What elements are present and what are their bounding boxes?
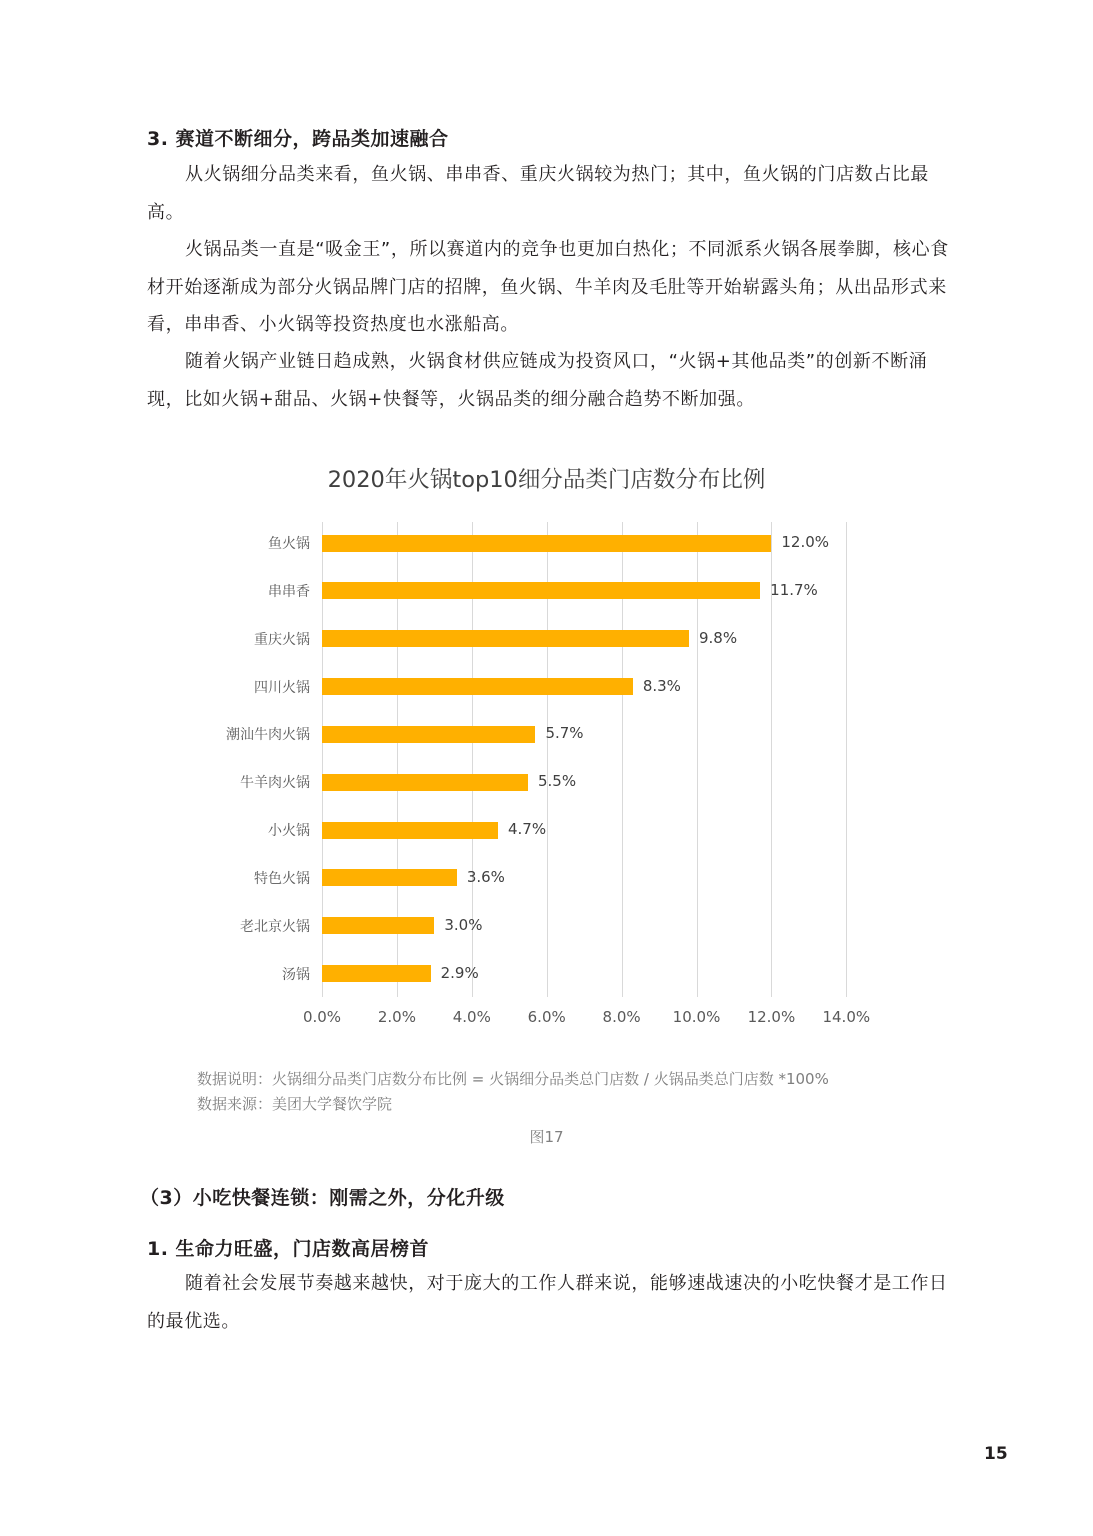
data-source: 数据来源：美团大学餐饮学院 bbox=[197, 1095, 393, 1113]
category-axis bbox=[150, 522, 310, 997]
data-explanation: 数据说明：火锅细分品类门店数分布比例 = 火锅细分品类总门店数 / 火锅品类总门店数 *100% bbox=[197, 1070, 829, 1088]
category-label: 鱼火锅 bbox=[268, 536, 310, 552]
bar-value-label: 3.0% bbox=[444, 915, 483, 934]
category-label: 汤锅 bbox=[282, 966, 310, 983]
x-tick-label: 8.0% bbox=[602, 1008, 641, 1026]
bar bbox=[322, 965, 431, 982]
bar-value-label: 11.7% bbox=[770, 580, 818, 599]
bar-value-label: 12.0% bbox=[781, 533, 830, 551]
bar bbox=[322, 582, 760, 599]
category-label: 潮汕牛肉火锅 bbox=[226, 727, 310, 744]
page-number: 15 bbox=[984, 1444, 1008, 1464]
paragraph-3: 随着火锅产业链日趋成熟，火锅食材供应链成为投资风口，“火锅+其他品类”的创新不断涌现，比如火锅+甜品、火锅+快餐等，火锅品类的细分融合趋势不断加强。 bbox=[147, 351, 928, 410]
value-axis bbox=[302, 1008, 882, 1030]
category-label: 牛羊肉火锅 bbox=[240, 775, 310, 792]
bar-value-label: 2.9% bbox=[440, 963, 479, 982]
category-label: 重庆火锅 bbox=[254, 631, 310, 648]
bar bbox=[322, 630, 689, 647]
category-label: 四川火锅 bbox=[254, 679, 310, 696]
bar-value-label: 5.5% bbox=[537, 772, 577, 791]
x-tick-label: 2.0% bbox=[377, 1008, 416, 1026]
bar bbox=[322, 869, 457, 886]
bar-value-label: 8.3% bbox=[642, 676, 681, 695]
bar bbox=[322, 535, 771, 552]
section2-paragraph-1: 随着社会发展节奏越来越快，对于庞大的工作人群来说，能够速战速决的小吃快餐才是工作日的最优选。 bbox=[147, 1273, 948, 1332]
bar-value-label: 3.6% bbox=[466, 867, 505, 886]
x-tick-label: 6.0% bbox=[527, 1008, 566, 1026]
x-tick-label: 12.0% bbox=[747, 1008, 796, 1026]
x-tick-label: 10.0% bbox=[672, 1008, 721, 1026]
category-label: 特色火锅 bbox=[254, 870, 310, 887]
paragraph-1: 从火锅细分品类来看，鱼火锅、串串香、重庆火锅较为热门；其中，鱼火锅的门店数占比最高。 bbox=[147, 164, 929, 223]
x-tick-label: 14.0% bbox=[822, 1008, 871, 1026]
bar-value-label: 4.7% bbox=[508, 820, 547, 839]
x-tick-label: 4.0% bbox=[452, 1008, 491, 1026]
gridline bbox=[846, 522, 847, 997]
category-label: 老北京火锅 bbox=[240, 918, 310, 935]
section2-subheading: 1. 生命力旺盛，门店数高居榜首 bbox=[147, 1238, 430, 1260]
bar bbox=[322, 822, 498, 839]
bar bbox=[322, 678, 633, 695]
section-heading: 3. 赛道不断细分，跨品类加速融合 bbox=[147, 128, 449, 150]
bar bbox=[322, 774, 528, 791]
bar-chart bbox=[322, 522, 882, 997]
bar-value-label: 5.7% bbox=[545, 724, 584, 743]
paragraph-2: 火锅品类一直是“吸金王”，所以赛道内的竞争也更加白热化；不同派系火锅各展拳脚，核心食材开始逐渐成为部分火锅品牌门店的招牌，鱼火锅、牛羊肉及毛肚等开始崭露头角；从出品形式来看，串串香、小火锅等投资热度也水涨船高。 bbox=[147, 239, 949, 335]
category-label: 串串香 bbox=[268, 583, 310, 600]
bar-value-label: 9.8% bbox=[699, 628, 738, 647]
category-label: 小火锅 bbox=[268, 823, 310, 840]
figure-label: 图17 bbox=[529, 1128, 564, 1146]
chart-title: 2020年火锅top10细分品类门店数分布比例 bbox=[327, 467, 766, 493]
section2-heading: （3）小吃快餐连锁：刚需之外，分化升级 bbox=[140, 1187, 505, 1209]
bar bbox=[322, 726, 535, 743]
bar bbox=[322, 917, 434, 934]
x-tick-label: 0.0% bbox=[302, 1008, 342, 1026]
